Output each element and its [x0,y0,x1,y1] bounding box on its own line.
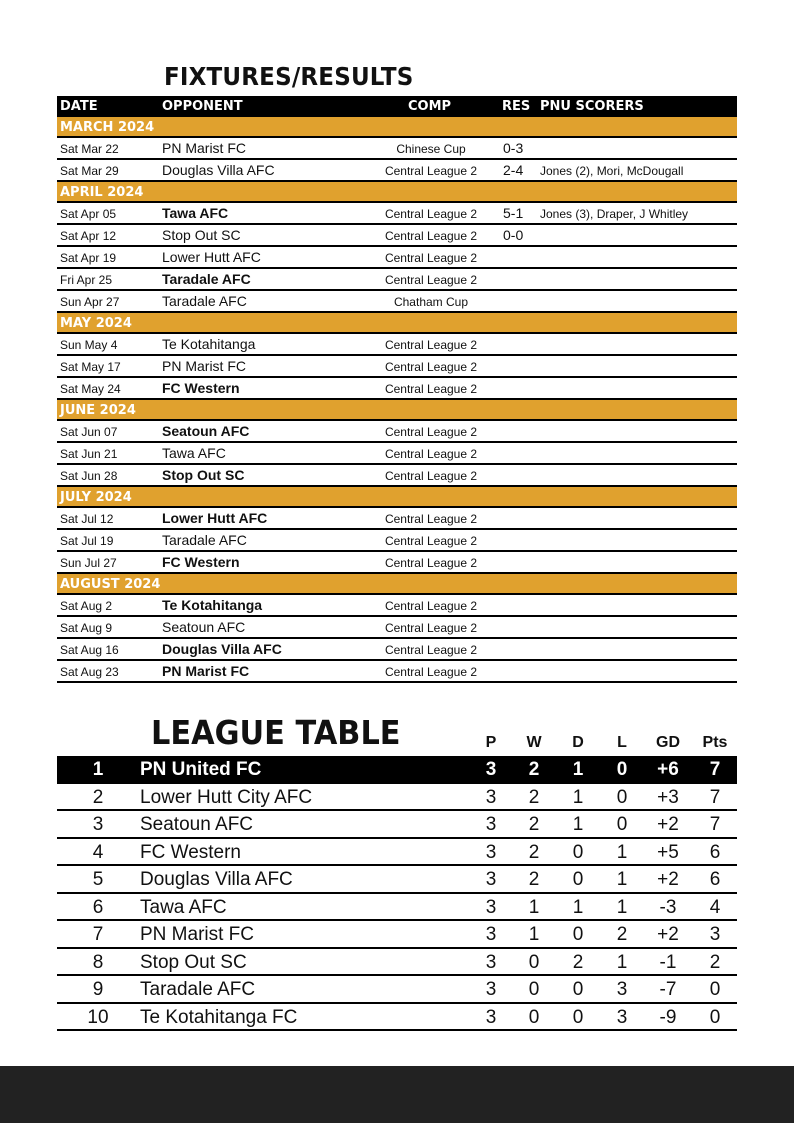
fixture-opponent: Stop Out SC [162,227,241,243]
team-name: Stop Out SC [140,951,247,973]
fixture-competition: Central League 2 [384,643,478,657]
fixture-date: Sat Aug 23 [60,665,119,679]
team-won: 1 [528,896,540,918]
fixture-result: 0-0 [503,227,524,243]
team-played: 3 [485,979,497,1000]
team-points: 6 [709,841,721,863]
team-points: 0 [709,1006,721,1028]
fixture-opponent: PN Marist FC [162,358,246,374]
league-row [57,1004,737,1032]
league-row [57,949,737,977]
fixture-opponent: Douglas Villa AFC [162,641,282,657]
fixture-date: Sat Apr 05 [60,207,117,221]
team-lost: 0 [616,786,628,808]
team-points: 3 [709,924,721,945]
fixture-competition: Central League 2 [384,512,478,526]
team-position: 6 [92,896,104,918]
header-played: P [485,734,497,751]
fixture-row [57,225,737,247]
fixture-competition: Chinese Cup [396,142,466,156]
fixture-result: 5-1 [503,205,524,221]
fixture-opponent: FC Western [162,554,240,570]
fixture-opponent: Seatoun AFC [162,619,246,635]
fixture-row [57,334,737,356]
team-goal-difference: +2 [657,924,679,945]
header-lost: L [617,734,627,751]
team-won: 0 [528,1006,540,1028]
team-name: Te Kotahitanga FC [140,1006,298,1028]
month-header: MARCH 2024 [57,117,737,138]
team-goal-difference: -9 [659,1006,677,1028]
month-header: MAY 2024 [57,313,737,334]
team-played: 3 [485,1006,497,1028]
fixture-row [57,356,737,378]
team-drawn: 0 [572,1006,584,1028]
fixture-opponent: Taradale AFC [162,293,247,309]
fixture-row [57,617,737,639]
header-points: Pts [702,734,728,751]
fixture-date: Sat Jun 28 [60,469,118,483]
team-name: Lower Hutt City AFC [140,786,313,808]
fixture-opponent: Tawa AFC [162,445,226,461]
team-lost: 2 [616,924,628,945]
league-row [57,784,737,812]
team-position: 10 [87,1006,109,1028]
fixtures-body [57,117,737,683]
month-header: JUNE 2024 [57,400,737,421]
fixture-competition: Central League 2 [384,665,478,679]
fixture-date: Sun May 4 [60,338,118,352]
team-goal-difference: +3 [657,786,679,808]
league-body [57,756,737,1031]
team-position: 8 [92,951,104,973]
fixture-row [57,247,737,269]
team-lost: 3 [616,1006,628,1028]
fixture-date: Sun Apr 27 [60,295,120,309]
team-goal-difference: -7 [659,979,677,1000]
fixture-date: Sat Jul 19 [60,534,114,548]
fixture-opponent: PN Marist FC [162,663,250,679]
league-header-row [57,734,737,756]
fixture-row [57,203,737,225]
fixture-date: Sat May 24 [60,382,121,396]
fixture-date: Sat Jun 21 [60,447,118,461]
team-won: 2 [528,786,540,808]
fixture-opponent: Taradale AFC [162,271,251,287]
fixture-competition: Central League 2 [384,599,478,613]
fixture-competition: Central League 2 [384,621,478,635]
fixture-row [57,291,737,313]
fixture-row [57,443,737,465]
team-points: 0 [709,979,721,1000]
team-name: PN Marist FC [140,924,254,945]
fixture-opponent: PN Marist FC [162,140,246,156]
team-played: 3 [485,759,497,780]
team-lost: 1 [616,951,628,973]
fixture-competition: Chatham Cup [393,295,469,309]
fixture-opponent: Tawa AFC [162,205,229,221]
fixtures-header-row [57,96,737,117]
team-points: 2 [709,951,721,973]
league-row [57,811,737,839]
header-drawn: D [572,734,584,751]
fixture-competition: Central League 2 [384,556,478,570]
team-played: 3 [485,896,497,918]
team-lost: 0 [616,814,628,835]
team-position: 4 [92,841,104,863]
team-won: 2 [528,814,540,835]
fixture-date: Sat Aug 2 [60,599,113,613]
fixture-competition: Central League 2 [384,251,478,265]
fixture-competition: Central League 2 [384,382,478,396]
fixture-row [57,552,737,574]
team-drawn: 0 [572,979,584,1000]
team-drawn: 1 [572,896,584,918]
league-row [57,839,737,867]
fixture-competition: Central League 2 [384,338,478,352]
fixture-row [57,595,737,617]
team-drawn: 1 [572,814,584,835]
league-row [57,866,737,894]
team-won: 0 [528,979,540,1000]
fixture-competition: Central League 2 [384,207,478,221]
team-won: 2 [528,841,540,863]
fixture-row [57,508,737,530]
team-name: Douglas Villa AFC [140,869,293,890]
fixture-competition: Central League 2 [384,469,478,483]
fixture-competition: Central League 2 [384,273,478,287]
team-drawn: 1 [572,786,584,808]
team-goal-difference: +2 [657,814,679,835]
team-name: PN United FC [140,759,262,780]
team-goal-difference: -1 [659,951,677,973]
team-position: 5 [92,869,104,890]
team-lost: 1 [616,896,628,918]
fixtures-table [57,96,737,683]
team-lost: 3 [616,979,628,1000]
header-opponent: OPPONENT [162,99,243,114]
league-row [57,976,737,1004]
fixture-opponent: Lower Hutt AFC [162,249,261,265]
team-lost: 1 [616,869,628,890]
team-points: 7 [709,759,721,780]
fixture-opponent: Douglas Villa AFC [162,162,275,178]
fixture-competition: Central League 2 [384,447,478,461]
team-lost: 1 [616,841,628,863]
team-won: 1 [528,924,540,945]
fixture-competition: Central League 2 [384,164,478,178]
fixture-result: 2-4 [503,162,524,178]
team-position: 2 [92,786,104,808]
league-row [57,894,737,922]
team-played: 3 [485,869,497,890]
team-points: 4 [709,896,721,918]
header-comp: COMP [408,99,452,114]
fixture-result: 0-3 [503,140,524,156]
fixture-opponent: Te Kotahitanga [162,336,256,352]
team-points: 6 [709,869,721,890]
fixture-row [57,639,737,661]
fixture-competition: Central League 2 [384,360,478,374]
header-res: RES [502,99,531,114]
team-points: 7 [709,814,721,835]
fixture-row [57,465,737,487]
fixture-date: Sat Mar 22 [60,142,119,156]
fixture-scorers: Jones (2), Mori, McDougall [540,164,684,178]
team-won: 2 [528,869,540,890]
team-drawn: 2 [572,951,584,973]
fixture-opponent: Seatoun AFC [162,423,250,439]
team-drawn: 1 [572,759,584,780]
fixture-competition: Central League 2 [384,229,478,243]
league-row [57,921,737,949]
team-played: 3 [485,814,497,835]
team-position: 7 [92,924,104,945]
team-name: Tawa AFC [140,896,227,918]
fixture-competition: Central League 2 [384,534,478,548]
footer-bar [0,1066,794,1123]
fixture-date: Sat Aug 16 [60,643,119,657]
team-goal-difference: +5 [657,841,679,863]
header-scorers: PNU SCORERS [540,99,644,114]
fixture-date: Sat Jun 07 [60,425,118,439]
fixture-date: Sat Apr 12 [60,229,117,243]
team-goal-difference: +6 [657,759,679,780]
fixture-opponent: Stop Out SC [162,467,245,483]
fixture-opponent: Lower Hutt AFC [162,510,268,526]
fixture-date: Fri Apr 25 [60,273,113,287]
fixtures-title: FIXTURES/RESULTS [164,62,414,91]
fixture-date: Sat Mar 29 [60,164,119,178]
fixture-opponent: FC Western [162,380,240,396]
fixture-date: Sat Jul 12 [60,512,114,526]
month-header: JULY 2024 [57,487,737,508]
team-points: 7 [709,786,721,808]
team-played: 3 [485,786,497,808]
fixture-row [57,138,737,160]
fixture-competition: Central League 2 [384,425,478,439]
league-table [57,734,737,1031]
league-table-title: LEAGUE TABLE [151,713,401,752]
team-won: 2 [528,759,540,780]
fixture-opponent: Taradale AFC [162,532,247,548]
fixture-date: Sun Jul 27 [60,556,117,570]
fixture-row [57,421,737,443]
header-goal-difference: GD [656,734,680,751]
team-name: Seatoun AFC [140,814,254,835]
team-goal-difference: +2 [657,869,679,890]
team-position: 9 [92,979,104,1000]
team-played: 3 [485,951,497,973]
team-drawn: 0 [572,841,584,863]
fixture-date: Sat May 17 [60,360,121,374]
team-position: 1 [92,759,104,780]
fixture-row [57,661,737,683]
fixture-date: Sat Apr 19 [60,251,117,265]
team-played: 3 [485,924,497,945]
team-drawn: 0 [572,869,584,890]
fixture-row [57,160,737,182]
team-won: 0 [528,951,540,973]
header-date: DATE [60,99,98,114]
team-position: 3 [92,814,104,835]
month-header: AUGUST 2024 [57,574,737,595]
fixture-row [57,530,737,552]
fixture-opponent: Te Kotahitanga [162,597,263,613]
header-won: W [526,734,542,751]
team-drawn: 0 [572,924,584,945]
fixture-date: Sat Aug 9 [60,621,113,635]
team-name: FC Western [140,841,242,863]
month-header: APRIL 2024 [57,182,737,203]
fixture-row [57,378,737,400]
fixture-row [57,269,737,291]
team-name: Taradale AFC [140,979,256,1000]
fixture-scorers: Jones (3), Draper, J Whitley [540,207,689,221]
league-row [57,756,737,784]
team-goal-difference: -3 [659,896,677,918]
team-lost: 0 [616,759,628,780]
team-played: 3 [485,841,497,863]
